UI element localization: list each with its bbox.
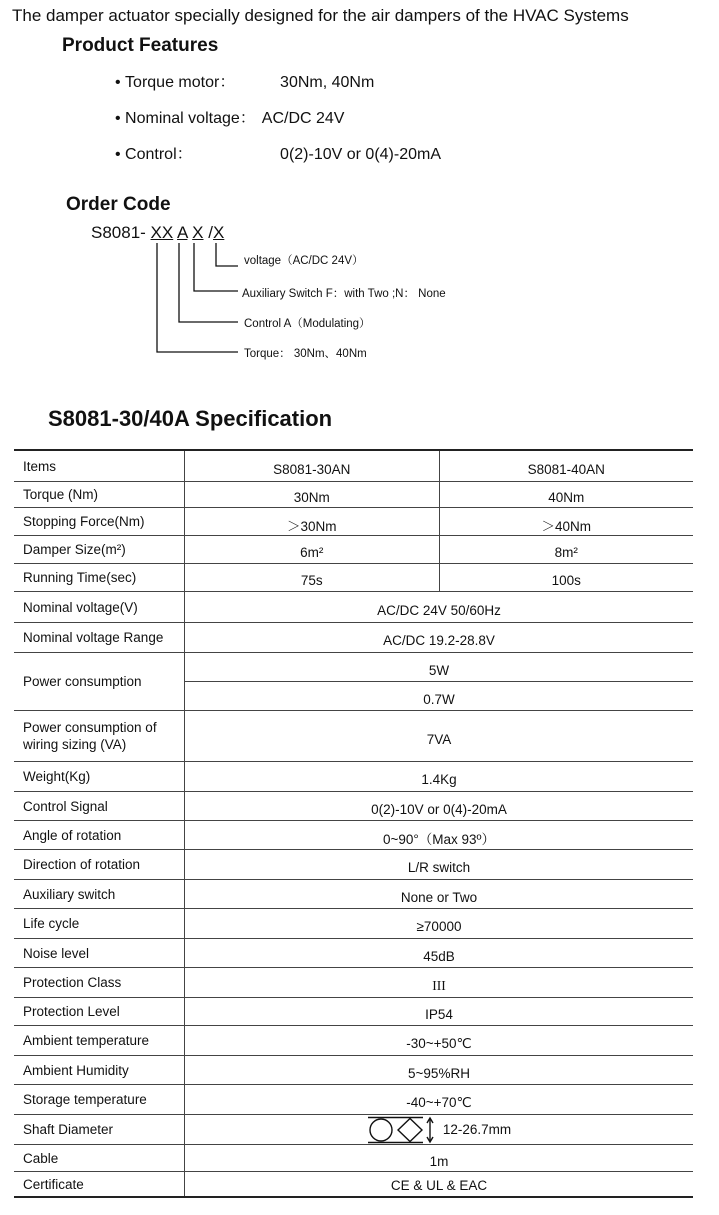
table-row: [14, 909, 693, 939]
cell-value: 1m: [429, 1153, 449, 1169]
table-row: [14, 482, 693, 508]
order-code-slash: /: [208, 223, 213, 242]
feature-label: Control：: [125, 146, 193, 163]
order-key-torque: Torque： 30Nm、40Nm: [244, 348, 367, 360]
cell-value: -30~+50℃: [406, 1035, 472, 1051]
table-row: [14, 592, 693, 623]
row-label: Stopping Force(Nm): [14, 508, 185, 535]
table-row: [14, 623, 693, 653]
cell-value: 45dB: [423, 948, 455, 964]
order-code-seg-aux: X: [192, 223, 204, 242]
row-label: Life cycle: [14, 909, 185, 938]
cell-value: -40~+70℃: [406, 1094, 472, 1110]
order-code-seg-torque: XX: [150, 223, 174, 242]
row-label: Shaft Diameter: [14, 1115, 185, 1144]
row-label: Power consumption: [14, 653, 185, 710]
product-features-heading: Product Features: [62, 35, 219, 56]
cell-value: ＞30Nm: [286, 518, 337, 534]
order-key-voltage: voltage（AC/DC 24V）: [244, 255, 364, 267]
row-label: Storage temperature: [14, 1085, 185, 1114]
spec-table: [14, 449, 693, 1198]
table-row: [14, 850, 693, 880]
order-key-aux: Auxiliary Switch F：with Two ;N： None: [242, 288, 446, 300]
cell-value: 100s: [439, 564, 694, 591]
order-code-seg-control: A: [177, 223, 188, 242]
table-row: [14, 653, 693, 711]
column-header: S8081-40AN: [439, 451, 694, 481]
cell-value: 1.4Kg: [421, 772, 457, 787]
cell-value: 0~90°（Max 93º）: [382, 832, 495, 847]
table-row: [14, 968, 693, 998]
intro-text: The damper actuator specially designed for the air dampers of the HVAC Systems: [12, 6, 629, 25]
spec-title: S8081-30/40A Specification: [48, 406, 333, 431]
cell-value: 6m²: [300, 545, 324, 560]
table-row: [14, 821, 693, 850]
cell-value: ≥70000: [416, 919, 462, 934]
order-key-control: Control A（Modulating）: [244, 318, 371, 330]
cell-value: 5W: [428, 662, 450, 678]
row-label: Weight(Kg): [14, 762, 185, 791]
cell-value: 0(2)-10V or 0(4)-20mA: [371, 801, 507, 817]
table-row: [14, 1172, 693, 1196]
table-row: [14, 1145, 693, 1172]
row-label: Cable: [14, 1145, 185, 1171]
feature-label: Nominal voltage：: [125, 110, 256, 127]
cell-value: ＞40Nm: [439, 508, 694, 535]
table-row: [14, 762, 693, 792]
cell-value: CE & UL & EAC: [390, 1177, 488, 1193]
column-header: S8081-30AN: [273, 461, 351, 477]
row-label: Torque (Nm): [14, 482, 185, 507]
cell-value: AC/DC 24V 50/60Hz: [377, 602, 501, 618]
order-code-heading: Order Code: [66, 194, 171, 215]
shaft-diameter: [367, 1116, 511, 1144]
cell-value: III: [432, 977, 446, 993]
row-label: Angle of rotation: [14, 821, 185, 849]
feature-value: AC/DC 24V: [261, 110, 345, 127]
row-label: Protection Class: [14, 968, 185, 997]
table-row: [14, 880, 693, 909]
table-row: [14, 451, 693, 482]
cell-value: L/R switch: [407, 860, 471, 875]
row-label: Control Signal: [14, 792, 185, 820]
shaft-cell: [185, 1115, 693, 1144]
cell-value: 7VA: [426, 731, 452, 747]
table-row: [14, 939, 693, 968]
feature-item-torque: • Torque motor： 30Nm, 40Nm: [115, 69, 374, 92]
feature-item-control: • Control： 0(2)-10V or 0(4)-20mA: [115, 141, 441, 164]
table-row: [14, 998, 693, 1026]
table-row: [14, 1115, 693, 1145]
feature-value: 0(2)-10V or 0(4)-20mA: [280, 146, 441, 163]
cell-value: AC/DC 19.2-28.8V: [383, 633, 495, 648]
row-label: Nominal voltage Range: [14, 623, 185, 652]
cell-value: None or Two: [400, 889, 478, 905]
table-row: [14, 1056, 693, 1085]
row-label: Direction of rotation: [14, 850, 185, 879]
table-row: [14, 792, 693, 821]
row-label: Nominal voltage(V): [14, 592, 185, 622]
feature-value: 30Nm, 40Nm: [280, 74, 375, 91]
row-label: Noise level: [14, 939, 185, 967]
order-code-seg-voltage: X: [212, 223, 225, 242]
table-row: [14, 1085, 693, 1115]
row-label: Damper Size(m²): [14, 536, 185, 563]
cell-value: 12-26.7mm: [442, 1122, 512, 1137]
table-row: [14, 536, 693, 564]
table-row: [14, 711, 693, 762]
shaft-shape-icon: [367, 1116, 439, 1144]
row-label: Running Time(sec): [14, 564, 185, 591]
cell-value: 5~95%RH: [408, 1065, 470, 1081]
table-row: [14, 1026, 693, 1056]
table-row: [14, 564, 693, 592]
row-label: Items: [14, 451, 185, 481]
cell-value: 30Nm: [293, 490, 330, 505]
row-label: Ambient temperature: [14, 1026, 185, 1055]
row-label: Protection Level: [14, 998, 185, 1025]
cell-value: 8m²: [439, 536, 694, 563]
cell-value: 40Nm: [439, 482, 694, 507]
feature-item-voltage: • Nominal voltage： AC/DC 24V: [115, 110, 345, 127]
row-label: Ambient Humidity: [14, 1056, 185, 1084]
row-label: Certificate: [14, 1172, 185, 1196]
cell-value: 75s: [300, 573, 323, 588]
feature-label: Torque motor：: [125, 74, 236, 91]
order-code-prefix: S8081-: [91, 223, 151, 242]
row-label: Auxiliary switch: [14, 880, 185, 908]
row-label: Power consumption of wiring sizing (VA): [14, 711, 185, 761]
cell-value: 0.7W: [185, 681, 693, 710]
cell-value: IP54: [425, 1007, 453, 1022]
table-row: [14, 508, 693, 536]
